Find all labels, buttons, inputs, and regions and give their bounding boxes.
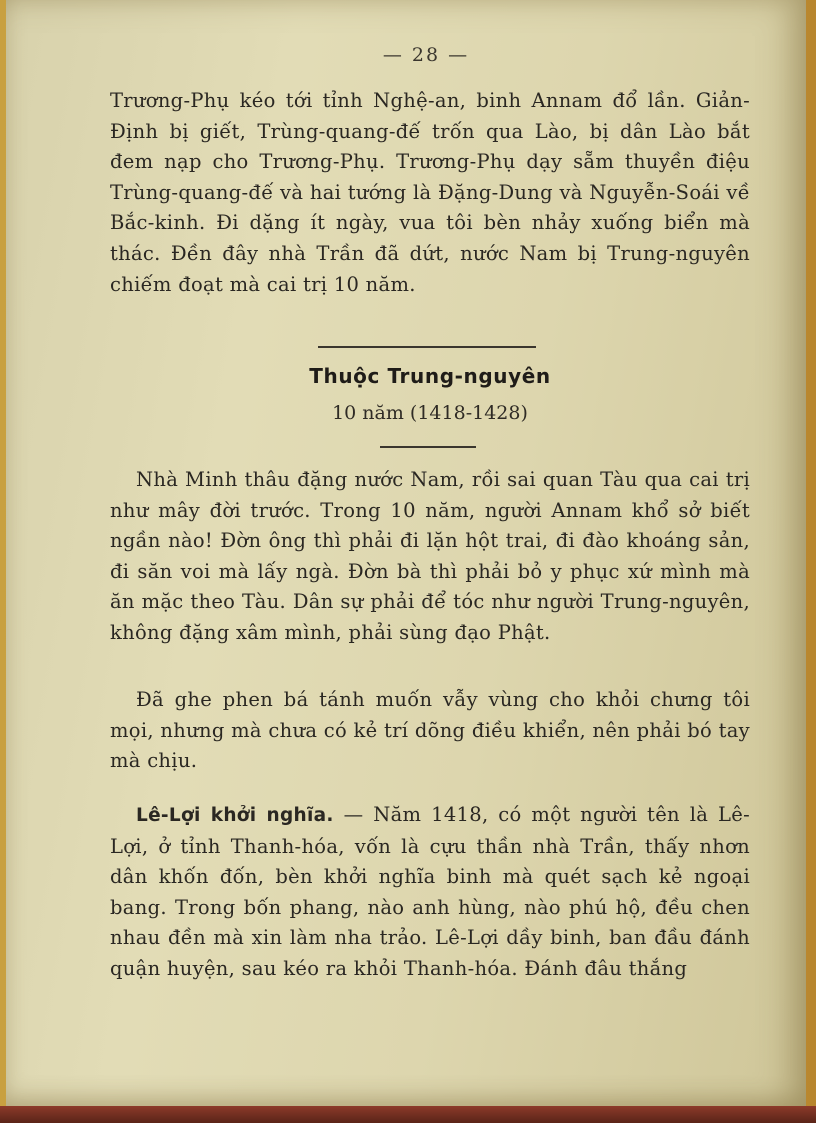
section-divider-top <box>318 346 536 348</box>
section-divider-bottom <box>380 446 476 448</box>
book-page <box>6 0 806 1108</box>
paragraph-ming-rule: Nhà Minh thâu đặng nước Nam, rồi sai quan Tàu qua cai trị như mây đời trước. Trong 10 năm, người Annam khổ sở biết ngần nào! Đờn ông thì phải đi lặn hột trai, đi đào khoáng sản, đi săn voi mà lấy ngà. Đờn bà thì phải bỏ y phục xứ mình mà ăn mặc theo Tàu. Dân sự phải để tóc như người Trung-nguyên, không đặng xâm mình, phải sùng đạo Phật. <box>110 468 750 644</box>
section-title: Thuộc Trung-nguyên <box>309 364 551 388</box>
book-bottom-edge <box>0 1106 816 1123</box>
paragraph-resistance: Đã ghe phen bá tánh muốn vẫy vùng cho khỏi chưng tôi mọi, nhưng mà chưa có kẻ trí dõng điều khiển, nên phải bó tay mà chịu. <box>110 688 750 773</box>
section-subtitle: 10 năm (1418-1428) <box>332 402 528 424</box>
paragraph-le-loi <box>110 800 750 985</box>
top-paragraph: Trương-Phụ kéo tới tỉnh Nghệ-an, binh Annam đổ lần. Giản-Định bị giết, Trùng-quang-đế trốn qua Lào, bị dân Lào bắt đem nạp cho Trương-Phụ. Trương-Phụ dạy sẵm thuyền điệu Trùng-quang-đế và hai tướng là Đặng-Dung và Nguyễn-Soái về Bắc-kinh. Đi dặng ít ngày, vua tôi bèn nhảy xuống biển mà thác. Đền đây nhà Trần đã dứt, nước Nam bị Trung-nguyên chiếm đoạt mà cai trị 10 năm. <box>110 89 750 296</box>
paragraph-body: — Năm 1418, có một người tên là Lê-Lợi, ở tỉnh Thanh-hóa, vốn là cựu thần nhà Trần, thấy nhơn dân khốn đốn, bèn khởi nghĩa binh mà quét sạch kẻ ngoại bang. Trong bốn phang, nào anh hùng, nào phú hộ, đều chen nhau đền mà xin làm nha trảo. Lê-Lợi dầy binh, ban đầu đánh quận huyện, sau kéo ra khỏi Thanh-hóa. Đánh đâu thắng <box>110 803 750 980</box>
page-number: — 28 — <box>382 44 470 66</box>
paragraph-lead-heading: Lê-Lợi khởi nghĩa. <box>136 805 334 826</box>
